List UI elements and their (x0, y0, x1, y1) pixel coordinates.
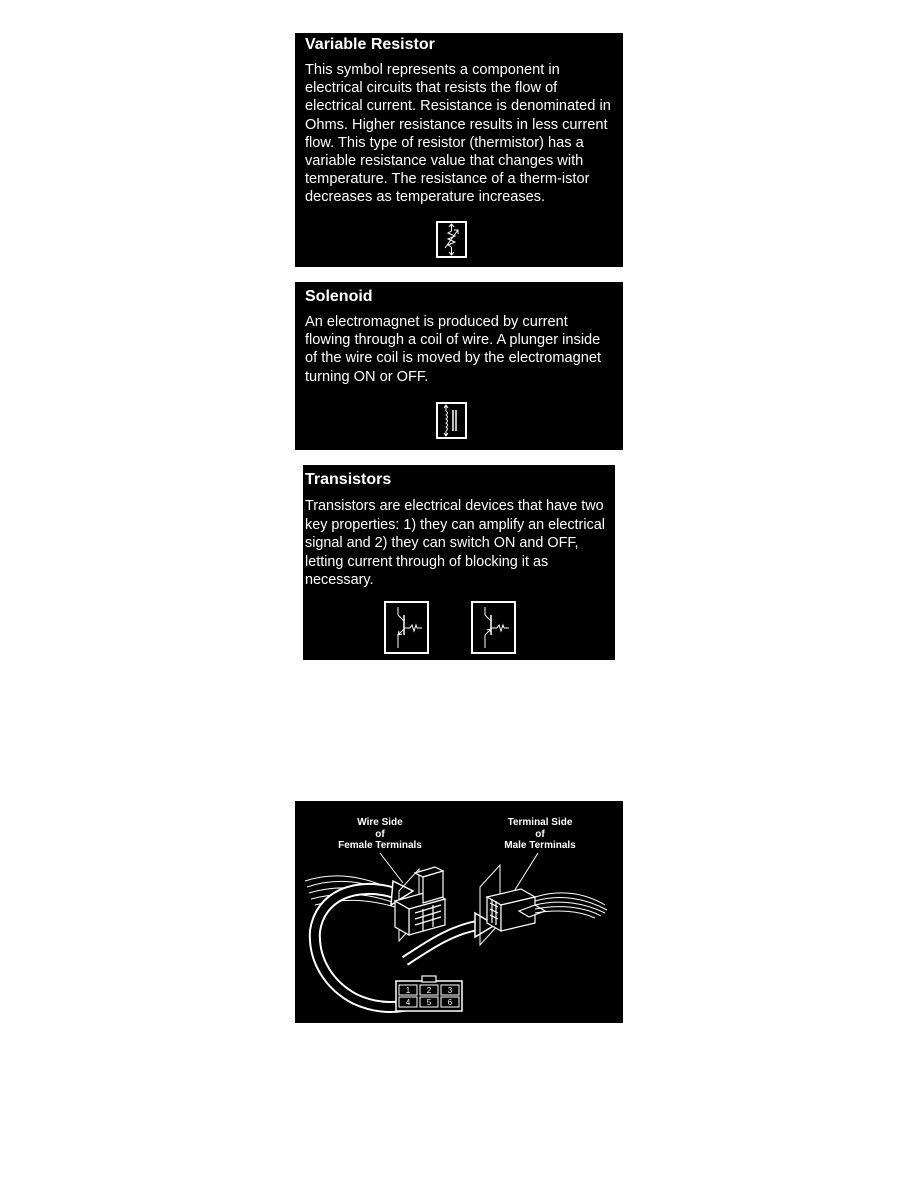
pin-label-4: 4 (405, 998, 411, 1007)
transistors-title: Transistors (305, 471, 392, 488)
transistors-description: Transistors are electrical devices that have two key properties: 1) they can amplify an electrical signal and 2) they can switch ON and OFF, letting current through of blocking it as necessary. (305, 498, 605, 589)
wire-side-label: Wire Side of Female Terminals (338, 817, 422, 851)
pin-label-5: 5 (426, 998, 432, 1007)
pnp-transistor-symbol-icon (471, 601, 516, 654)
variable-resistor-description: This symbol represents a component in electrical circuits that resists the flow of electrical current. Resistance is denominated in Ohms. Higher resistance results in less current flow. This type of resistor (thermistor) has a variable resistance value that changes with temperature. The resistance of a therm-istor decreases as temperature increases. (305, 62, 611, 206)
connector-diagram-panel (295, 801, 623, 1023)
solenoid-panel (295, 282, 623, 450)
solenoid-symbol-icon (436, 402, 467, 439)
transistors-panel (303, 465, 615, 660)
terminal-side-label: Terminal Side of Male Terminals (504, 817, 576, 851)
solenoid-description: An electromagnet is produced by current flowing through a coil of wire. A plunger inside of the wire coil is moved by the electromagnet turning ON or OFF. (305, 314, 602, 385)
pin-label-2: 2 (426, 986, 432, 995)
variable-resistor-title: Variable Resistor (305, 36, 435, 53)
solenoid-title: Solenoid (305, 288, 373, 305)
npn-transistor-symbol-icon (384, 601, 429, 654)
pin-label-1: 1 (405, 986, 411, 995)
pin-label-3: 3 (447, 986, 453, 995)
thermistor-symbol-icon (436, 221, 467, 258)
connector-illustration (295, 801, 623, 1023)
variable-resistor-panel (295, 33, 623, 267)
pin-label-6: 6 (447, 998, 453, 1007)
